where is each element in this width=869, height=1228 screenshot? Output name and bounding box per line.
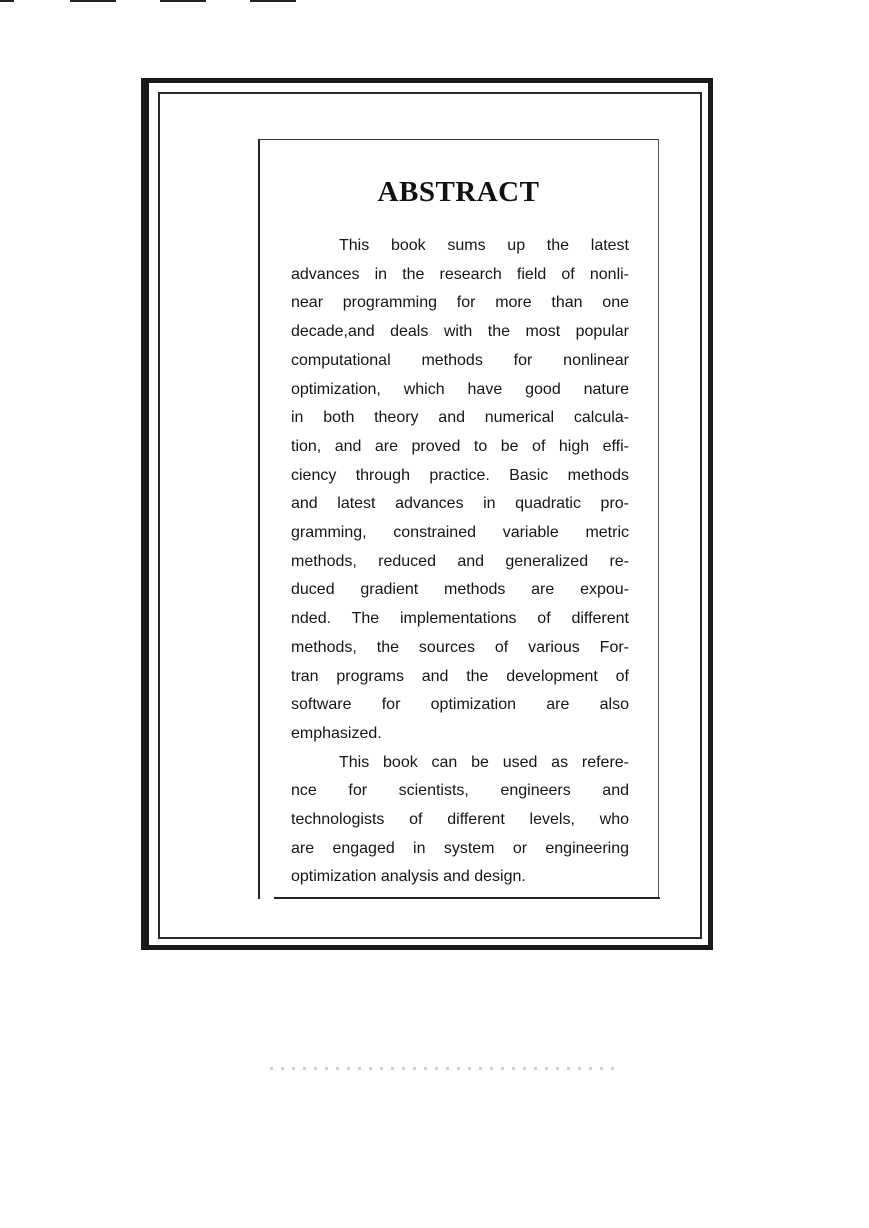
abstract-line: in both theory and numerical calcula- <box>291 409 629 427</box>
abstract-line: ciency through practice. Basic methods <box>291 466 629 484</box>
abstract-line: methods, the sources of various For- <box>291 638 629 656</box>
abstract-line: nce for scientists, engineers and <box>291 782 629 800</box>
abstract-line: advances in the research field of nonli- <box>291 265 629 283</box>
scan-mark-3 <box>160 0 206 2</box>
abstract-line: tran programs and the development of <box>291 667 629 685</box>
abstract-line: This book sums up the latest <box>339 237 629 254</box>
abstract-title: ABSTRACT <box>377 176 540 208</box>
abstract-line: and latest advances in quadratic pro- <box>291 495 629 513</box>
abstract-line: tion, and are proved to be of high effi- <box>291 437 629 455</box>
abstract-line: software for optimization are also <box>291 696 629 714</box>
abstract-line: computational methods for nonlinear <box>291 351 629 369</box>
abstract-line: gramming, constrained variable metric <box>291 524 629 542</box>
scan-mark-4 <box>250 0 296 2</box>
abstract-panel-bottom-rule <box>274 897 660 899</box>
scan-mark-2 <box>70 0 116 2</box>
scan-mark-1 <box>0 0 14 2</box>
abstract-line: decade,and deals with the most popular <box>291 323 629 341</box>
abstract-line: technologists of different levels, who <box>291 811 629 829</box>
abstract-line: nded. The implementations of different <box>291 610 629 628</box>
abstract-line: methods, reduced and generalized re- <box>291 552 629 570</box>
abstract-line: optimization, which have good nature <box>291 380 629 398</box>
abstract-line: optimization analysis and design. <box>291 868 526 886</box>
abstract-line: near programming for more than one <box>291 294 629 312</box>
scan-noise <box>270 1067 615 1070</box>
abstract-body <box>291 232 629 892</box>
abstract-line: are engaged in system or engineering <box>291 839 629 857</box>
abstract-line: This book can be used as refere- <box>339 753 629 771</box>
abstract-line: duced gradient methods are expou- <box>291 581 629 599</box>
abstract-line: emphasized. <box>291 724 382 742</box>
